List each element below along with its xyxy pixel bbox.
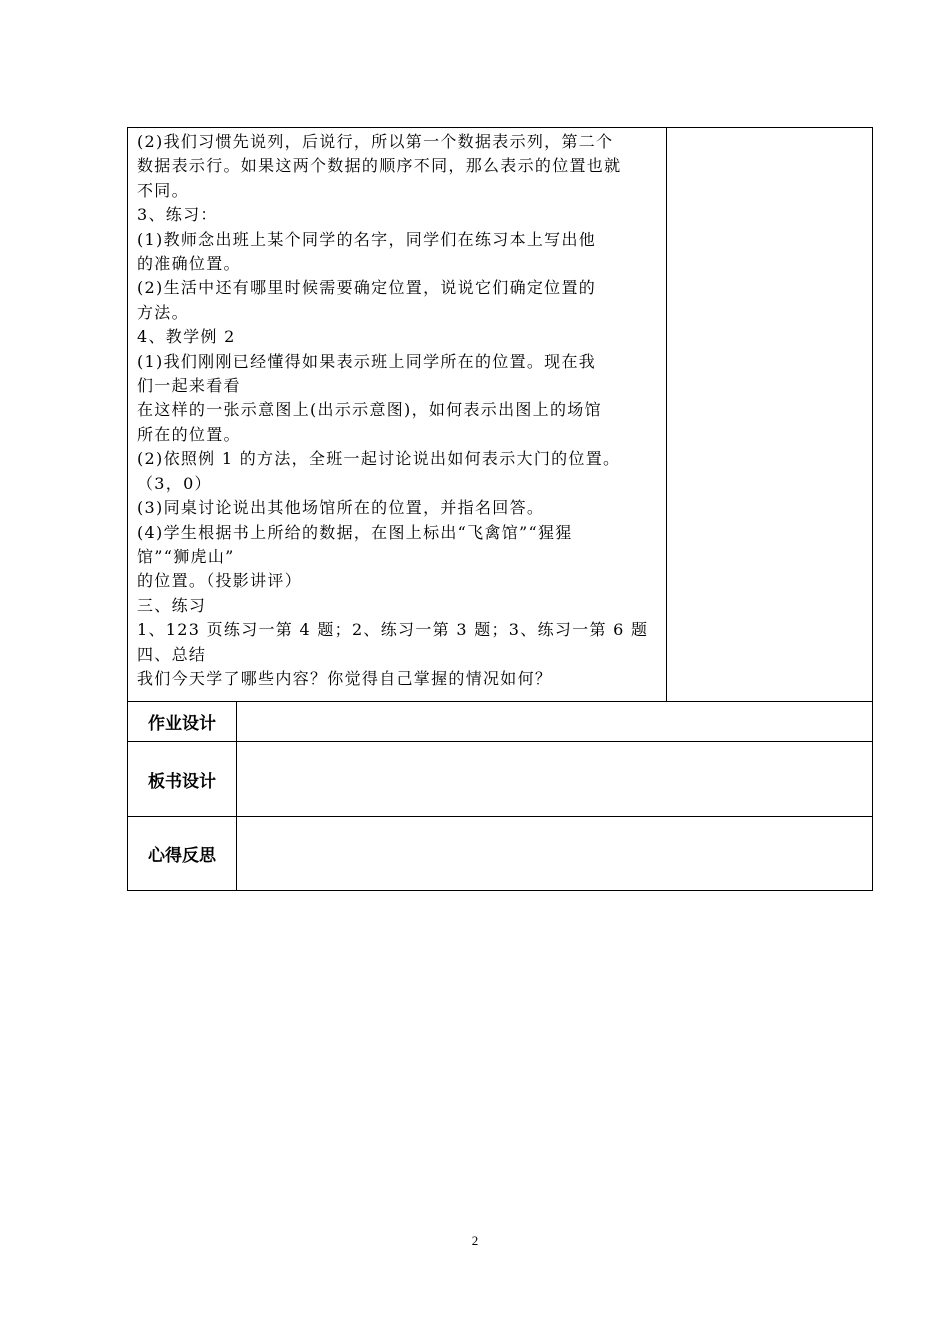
homework-row [128,702,873,742]
lesson-line: 四、总结 [137,644,207,664]
lesson-line: 们一起来看看 [137,376,241,396]
lesson-text [137,130,660,691]
lesson-line: （3，0） [137,473,212,493]
page-number: 2 [471,1233,479,1248]
lesson-line: 馆”“狮虎山” [137,546,235,566]
lesson-line: 所在的位置。 [137,424,241,444]
reflection-row [128,817,873,891]
notes-cell [667,128,873,702]
lesson-line: 的位置。（投影讲评） [137,571,303,591]
lesson-line: (2)生活中还有哪里时候需要确定位置，说说它们确定位置的 [137,278,597,298]
board-design-value [237,742,873,817]
reflection-label: 心得反思 [128,817,237,891]
lesson-line: (2)我们习惯先说列，后说行，所以第一个数据表示列，第二个 [137,132,614,151]
lesson-line: (3)同桌讨论说出其他场馆所在的位置，并指名回答。 [137,498,545,518]
lesson-content-cell [128,128,667,702]
lesson-line: (1)教师念出班上某个同学的名字，同学们在练习本上写出他 [137,229,597,249]
lesson-line: (2)依照例 1 的方法，全班一起讨论说出如何表示大门的位置。 [137,449,621,469]
lesson-line: 的准确位置。 [137,254,241,274]
board-design-label: 板书设计 [128,742,237,817]
lesson-line: 4、教学例 2 [137,327,236,347]
lesson-line: 三、练习 [137,595,207,615]
lesson-line: 在这样的一张示意图上(出示示意图)，如何表示出图上的场馆 [137,400,602,420]
homework-label: 作业设计 [128,702,237,742]
lesson-line: 不同。 [137,180,189,200]
lesson-line: 数据表示行。如果这两个数据的顺序不同，那么表示的位置也就 [137,156,622,176]
lesson-line: (1)我们刚刚已经懂得如果表示班上同学所在的位置。现在我 [137,351,597,371]
lesson-plan-table [127,127,873,891]
lesson-line: (4)学生根据书上所给的数据，在图上标出“飞禽馆”“猩猩 [137,522,573,542]
board-design-row [128,742,873,817]
lesson-line: 方法。 [137,302,189,322]
lesson-content-row [128,128,873,702]
lesson-line: 我们今天学了哪些内容？你觉得自己掌握的情况如何？ [137,668,553,688]
lesson-line: 1、123 页练习一第 4 题；2、练习一第 3 题；3、练习一第 6 题 [137,620,649,640]
homework-value [237,702,873,742]
lesson-line: 3、练习： [137,205,218,225]
reflection-value [237,817,873,891]
